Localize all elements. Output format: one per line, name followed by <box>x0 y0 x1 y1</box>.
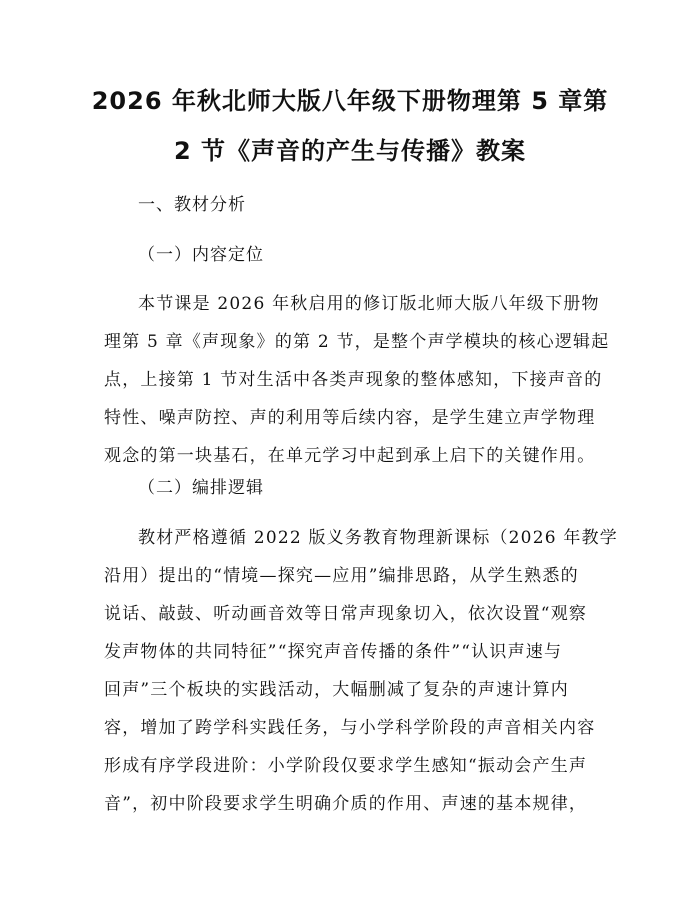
paragraph-line: 音”，初中阶段要求学生明确介质的作用、声速的基本规律， <box>104 794 588 814</box>
paragraph-line: 形成有序学段进阶：小学阶段仅要求学生感知“振动会产生声 <box>104 756 588 776</box>
subsection-heading-content-positioning: （一）内容定位 <box>138 245 264 265</box>
document-title-line-2: 2 节《声音的产生与传播》教案 <box>173 137 527 165</box>
paragraph-line: 说话、敲鼓、听动画音效等日常声现象切入，依次设置“观察 <box>104 604 588 624</box>
paragraph-line: 回声”三个板块的实践活动，大幅删减了复杂的声速计算内 <box>104 680 569 700</box>
paragraph-line: 特性、噪声防控、声的利用等后续内容，是学生建立声学物理 <box>104 408 596 428</box>
paragraph-line: 点，上接第 1 节对生活中各类声现象的整体感知，下接声音的 <box>104 370 603 390</box>
paragraph-content-positioning <box>104 292 610 482</box>
paragraph-line: 教材严格遵循 2022 版义务教育物理新课标（2026 年教学 <box>138 528 618 548</box>
paragraph-line: 发声物体的共同特征”“探究声音传播的条件”“认识声速与 <box>104 642 563 662</box>
paragraph-line: 沿用）提出的“情境—探究—应用”编排思路，从学生熟悉的 <box>104 566 579 586</box>
subsection-heading-arrangement-logic: （二）编排逻辑 <box>138 478 264 498</box>
paragraph-arrangement-logic <box>104 526 618 830</box>
section-heading-teaching-material-analysis: 一、教材分析 <box>138 195 246 215</box>
paragraph-line: 观念的第一块基石，在单元学习中起到承上启下的关键作用。 <box>104 446 596 466</box>
document-title-line-1: 2026 年秋北师大版八年级下册物理第 5 章第 <box>91 87 609 115</box>
paragraph-line: 本节课是 2026 年秋启用的修订版北师大版八年级下册物 <box>138 294 600 314</box>
paragraph-line: 理第 5 章《声现象》的第 2 节，是整个声学模块的核心逻辑起 <box>104 332 610 352</box>
paragraph-line: 容，增加了跨学科实践任务，与小学科学阶段的声音相关内容 <box>104 718 596 738</box>
